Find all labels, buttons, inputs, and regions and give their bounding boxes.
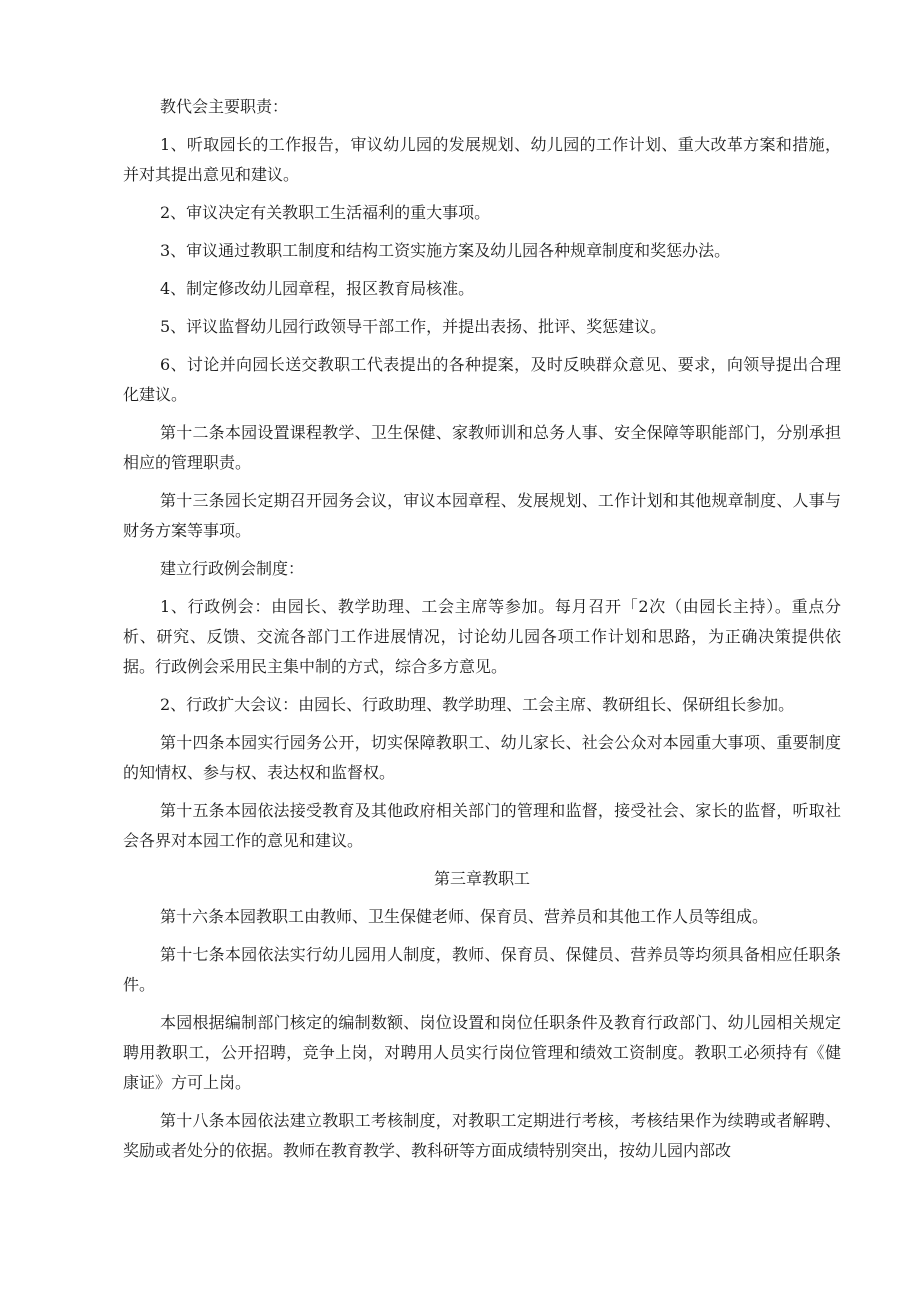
paragraph-duty-4: 4、制定修改幼儿园章程，报区教育局核准。 (160, 279, 475, 298)
paragraph-duty-3: 3、审议通过教职工制度和结构工资实施方案及幼儿园各种规章制度和奖惩办法。 (160, 241, 731, 260)
paragraph-article-15: 第十五条本园依法接受教育及其他政府相关部门的管理和监督，接受社会、家长的监督，听取社会各界对本园工作的意见和建议。 (123, 801, 841, 850)
paragraph-article-17: 第十七条本园依法实行幼儿园用人制度，教师、保育员、保健员、营养员等均须具备相应任职条件。 (123, 945, 841, 994)
paragraph-duty-6: 6、讨论并向园长送交教职工代表提出的各种提案，及时反映群众意见、要求，向领导提出合理化建议。 (123, 355, 841, 404)
paragraph-meeting-2: 2、行政扩大会议：由园长、行政助理、教学助理、工会主席、教研组长、保研组长参加。 (160, 695, 795, 714)
paragraph-article-14: 第十四条本园实行园务公开，切实保障教职工、幼儿家长、社会公众对本园重大事项、重要制度的知情权、参与权、表达权和监督权。 (123, 733, 841, 782)
paragraph-article-18: 第十八条本园依法建立教职工考核制度，对教职工定期进行考核，考核结果作为续聘或者解聘、奖励或者处分的依据。教师在教育教学、教科研等方面成绩特别突出，按幼儿园内部改 (123, 1111, 841, 1160)
paragraph-hiring: 本园根据编制部门核定的编制数额、岗位设置和岗位任职条件及教育行政部门、幼儿园相关规定聘用教职工，公开招聘，竞争上岗，对聘用人员实行岗位管理和绩效工资制度。教职工必须持有《健康证》方可上岗。 (123, 1013, 841, 1092)
paragraph-article-12: 第十二条本园设置课程教学、卫生保健、家教师训和总务人事、安全保障等职能部门，分别承担相应的管理职责。 (123, 423, 841, 472)
paragraph-duties-heading: 教代会主要职责： (160, 97, 289, 116)
paragraph-duty-2: 2、审议决定有关教职工生活福利的重大事项。 (160, 203, 491, 222)
paragraph-article-16: 第十六条本园教职工由教师、卫生保健老师、保育员、营养员和其他工作人员等组成。 (160, 907, 769, 926)
document-body (123, 92, 841, 1174)
paragraph-duty-5: 5、评议监督幼儿园行政领导干部工作，并提出表扬、批评、奖惩建议。 (160, 317, 667, 336)
paragraph-duty-1: 1、听取园长的工作报告，审议幼儿园的发展规划、幼儿园的工作计划、重大改革方案和措施，并对其提出意见和建议。 (123, 135, 841, 184)
chapter-heading: 第三章教职工 (433, 869, 530, 888)
paragraph-meeting-system: 建立行政例会制度： (160, 559, 305, 578)
paragraph-meeting-1: 1、行政例会：由园长、教学助理、工会主席等参加。每月召开「2次（由园长主持）。重点分析、研究、反馈、交流各部门工作进展情况，讨论幼儿园各项工作计划和思路，为正确决策提供依据。行政例会采用民主集中制的方式，综合多方意见。 (123, 597, 841, 676)
paragraph-article-13: 第十三条园长定期召开园务会议，审议本园章程、发展规划、工作计划和其他规章制度、人事与财务方案等事项。 (123, 491, 841, 540)
